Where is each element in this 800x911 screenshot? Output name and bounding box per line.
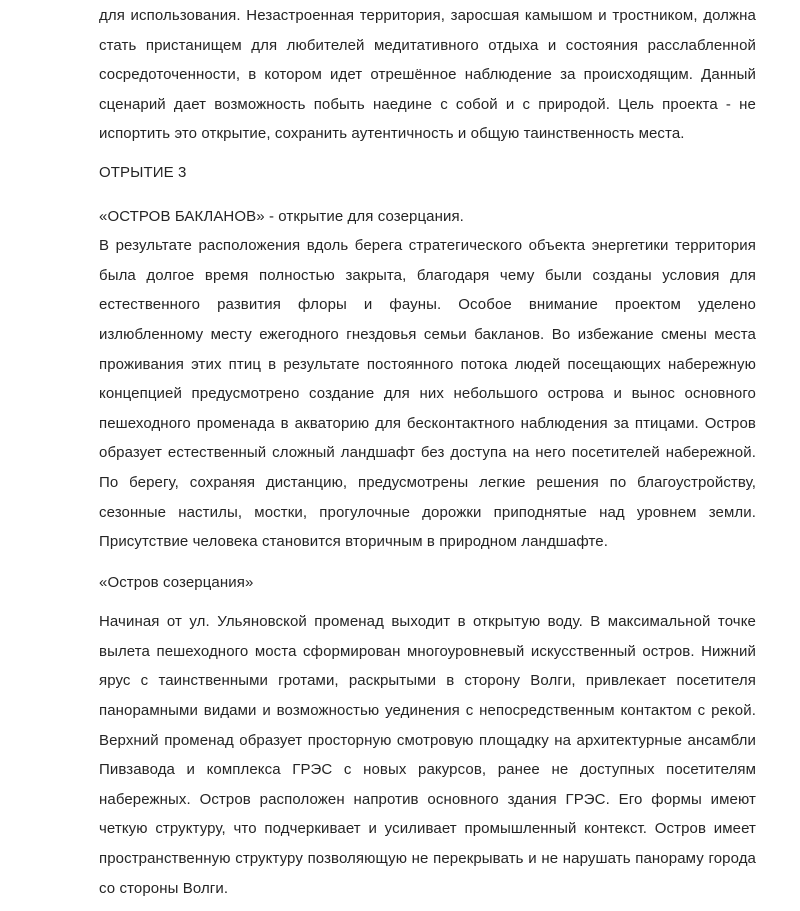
subsection-title-ostrov-baklanov: «ОСТРОВ БАКЛАНОВ» - открытие для созерцания. [99,207,464,225]
section-heading-otrytie-3: ОТРЫТИЕ 3 [99,163,187,181]
body-paragraph-contemplation-island: Начиная от ул. Ульяновской променад выходит в открытую воду. В максимальной точке вылета пешеходного моста сформирован многоуровневый искусственный остров. Нижний ярус с таинственными гротами, раскрытыми в сторону Волги, привлекает посетителя панорамными видами и возможностью уединения с непосредственным контактом с рекой. Верхний променад образует просторную смотровую площадку на архитектурные ансамбли Пивзавода и комплекса ГРЭС с новых ракурсов, ранее не доступных посетителям набережных. Остров расположен напротив основного здания ГРЭС. Его формы имеют четкую структуру, что подчеркивает и усиливает промышленный контекст. Остров имеет пространственную структуру позволяющую не перекрывать и не нарушать панораму города со стороны Волги. [99,613,756,897]
subsection-title-ostrov-sozertsaniya: «Остров созерцания» [99,573,254,591]
body-paragraph-baklanov-island: В результате расположения вдоль берега стратегического объекта энергетики территория была долгое время полностью закрыта, благодаря чему были созданы условия для естественного развития флоры и фауны. Особое внимание проектом уделено излюбленному месту ежегодного гнездовья семьи бакланов. Во избежание смены места проживания этих птиц в результате постоянного потока людей посещающих набережную концепцией предусмотрено создание для них небольшого острова и вынос основного пешеходного променада в акваторию для бесконтактного наблюдения за птицами. Остров образует естественный сложный ландшафт без доступа на него посетителей набережной. По берегу, сохраняя дистанцию, предусмотрены легкие решения по благоустройству, сезонные настилы, мостки, прогулочные дорожки приподнятые над уровнем земли. Присутствие человека становится вторичным в природном ландшафте. [99,237,756,551]
body-paragraph-usage-scenario: для использования. Незастроенная территория, заросшая камышом и тростником, должна стать пристанищем для любителей медитативного отдыха и состояния расслабленной сосредоточенности, в котором идет отрешённое наблюдение за происходящим. Данный сценарий дает возможность побыть наедине с собой и с природой. Цель проекта - не испортить это открытие, сохранить аутентичность и общую таинственность места. [99,7,756,143]
